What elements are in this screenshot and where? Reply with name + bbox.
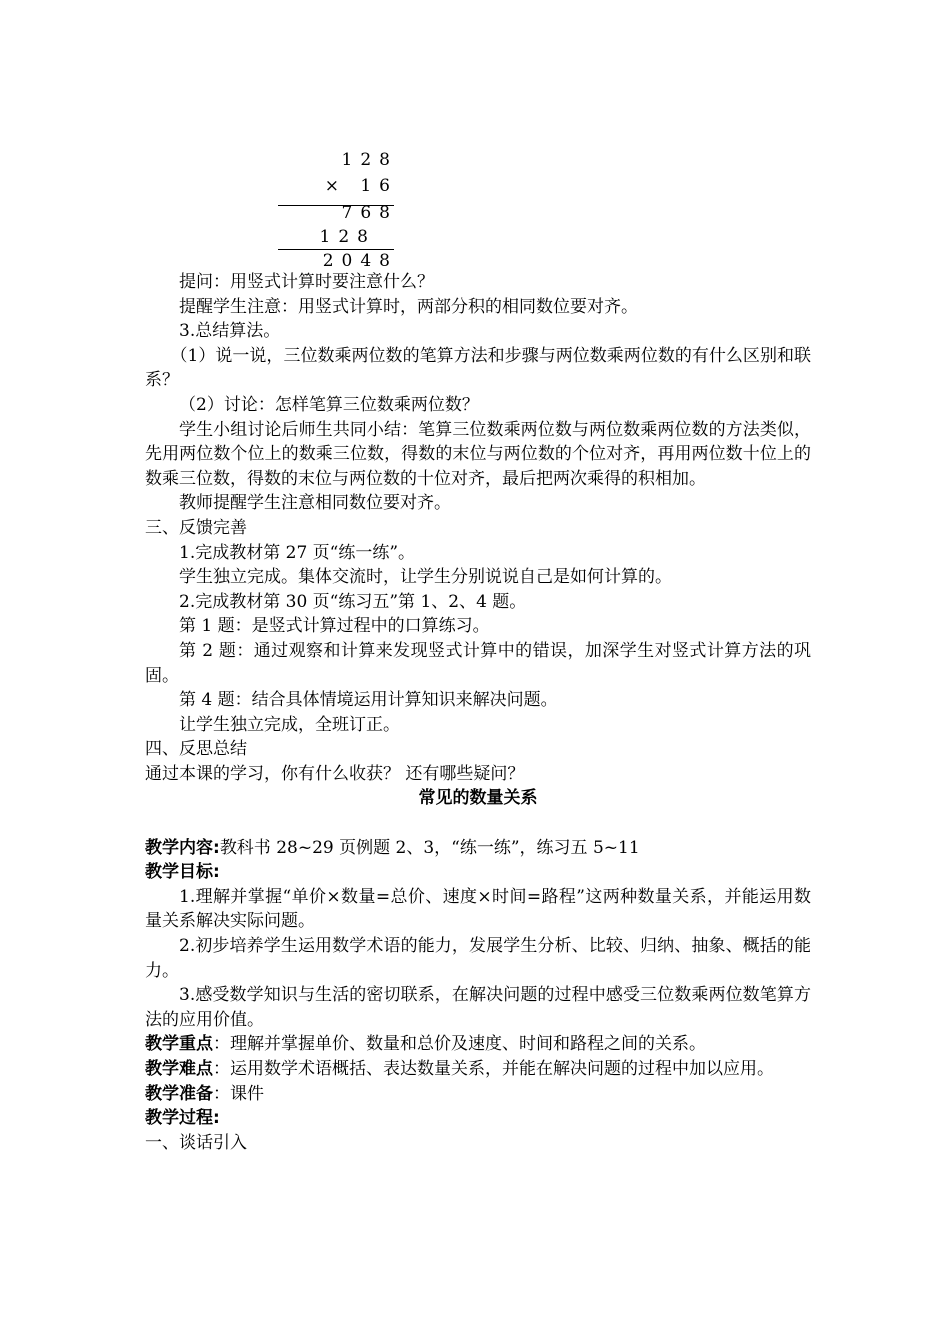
partial-product-1: 768	[341, 203, 398, 223]
divider-line	[278, 249, 394, 250]
field-label: 教学重点	[145, 1034, 213, 1055]
paragraph: 3.总结算法。	[179, 321, 281, 342]
partial-product-2: 128	[319, 227, 376, 247]
section-heading: 三、反馈完善	[145, 517, 247, 538]
field-value: 教科书 28~29 页例题 2、3，“练一练”，练习五 5~11	[219, 837, 640, 858]
field-label: 教学过程:	[145, 1108, 220, 1129]
paragraph: 1.完成教材第 27 页“练一练”。	[179, 542, 416, 563]
paragraph: （2）讨论：怎样笔算三位数乘两位数？	[179, 394, 479, 415]
field-label: 教学内容:	[145, 837, 220, 858]
field-label: 教学准备	[145, 1083, 213, 1104]
section-heading: 四、反思总结	[145, 739, 247, 760]
paragraph: 提问：用竖式计算时要注意什么？	[179, 272, 434, 292]
paragraph: 让学生独立完成，全班订正。	[179, 714, 400, 735]
field-label: 教学难点	[145, 1059, 213, 1079]
multiplier: × 16	[324, 176, 398, 196]
paragraph: 提醒学生注意：用竖式计算时，两部分积的相同数位要对齐。	[179, 296, 638, 317]
paragraph: 第 4 题：结合具体情境运用计算知识来解决问题。	[179, 690, 558, 711]
goal-item: 1.理解并掌握“单价×数量=总价、速度×时间=路程”这两种数量关系，并能运用数量关系解决实际问题。	[145, 886, 811, 932]
product: 2048	[322, 251, 398, 271]
paragraph: 第 2 题：通过观察和计算来发现竖式计算中的错误，加深学生对竖式计算方法的巩固。	[145, 640, 811, 686]
teaching-goals-heading	[145, 860, 811, 885]
goal-item: 3.感受数学知识与生活的密切联系，在解决问题的过程中感受三位数乘两位数笔算方法的应用价值。	[145, 985, 811, 1030]
section-heading: 一、谈话引入	[145, 1132, 247, 1153]
field-value: ：课件	[213, 1083, 264, 1104]
document-body	[145, 270, 811, 1155]
lesson-title: 常见的数量关系	[418, 788, 538, 809]
paragraph: 第 1 题：是竖式计算过程中的口算练习。	[179, 616, 490, 637]
field-value: ：运用数学术语概括、表达数量关系，并能在解决问题的过程中加以应用。	[213, 1059, 774, 1079]
paragraph: 通过本课的学习，你有什么收获？ 还有哪些疑问？	[145, 763, 525, 784]
paragraph: 2.完成教材第 30 页“练习五”第 1、2、4 题。	[179, 591, 527, 612]
paragraph: 教师提醒学生注意相同数位要对齐。	[179, 493, 451, 514]
vertical-multiplication	[278, 150, 398, 272]
teaching-preparation	[145, 1082, 811, 1107]
multiplicand: 128	[341, 150, 398, 170]
teaching-process-heading	[145, 1106, 811, 1131]
teaching-key-point	[145, 1032, 811, 1057]
paragraph: （1）说一说，三位数乘两位数的笔算方法和步骤与两位数乘两位数的有什么区别和联系？	[145, 345, 811, 391]
field-label: 教学目标:	[145, 862, 220, 883]
goal-item: 2.初步培养学生运用数学术语的能力，发展学生分析、比较、归纳、抽象、概括的能力。	[145, 936, 811, 981]
paragraph: 学生独立完成。集体交流时，让学生分别说说自己是如何计算的。	[179, 567, 672, 588]
teaching-content	[145, 836, 811, 861]
field-value: ：理解并掌握单价、数量和总价及速度、时间和路程之间的关系。	[213, 1034, 706, 1055]
teaching-difficulty	[145, 1057, 811, 1082]
paragraph: 学生小组讨论后师生共同小结：笔算三位数乘两位数与两位数乘两位数的方法类似，先用两位数个位上的数乘三位数，得数的末位与两位数的个位对齐，再用两位数十位上的数乘三位数，得数的末位与两位数的十位对齐，最后把两次乘得的积相加。	[145, 419, 811, 489]
